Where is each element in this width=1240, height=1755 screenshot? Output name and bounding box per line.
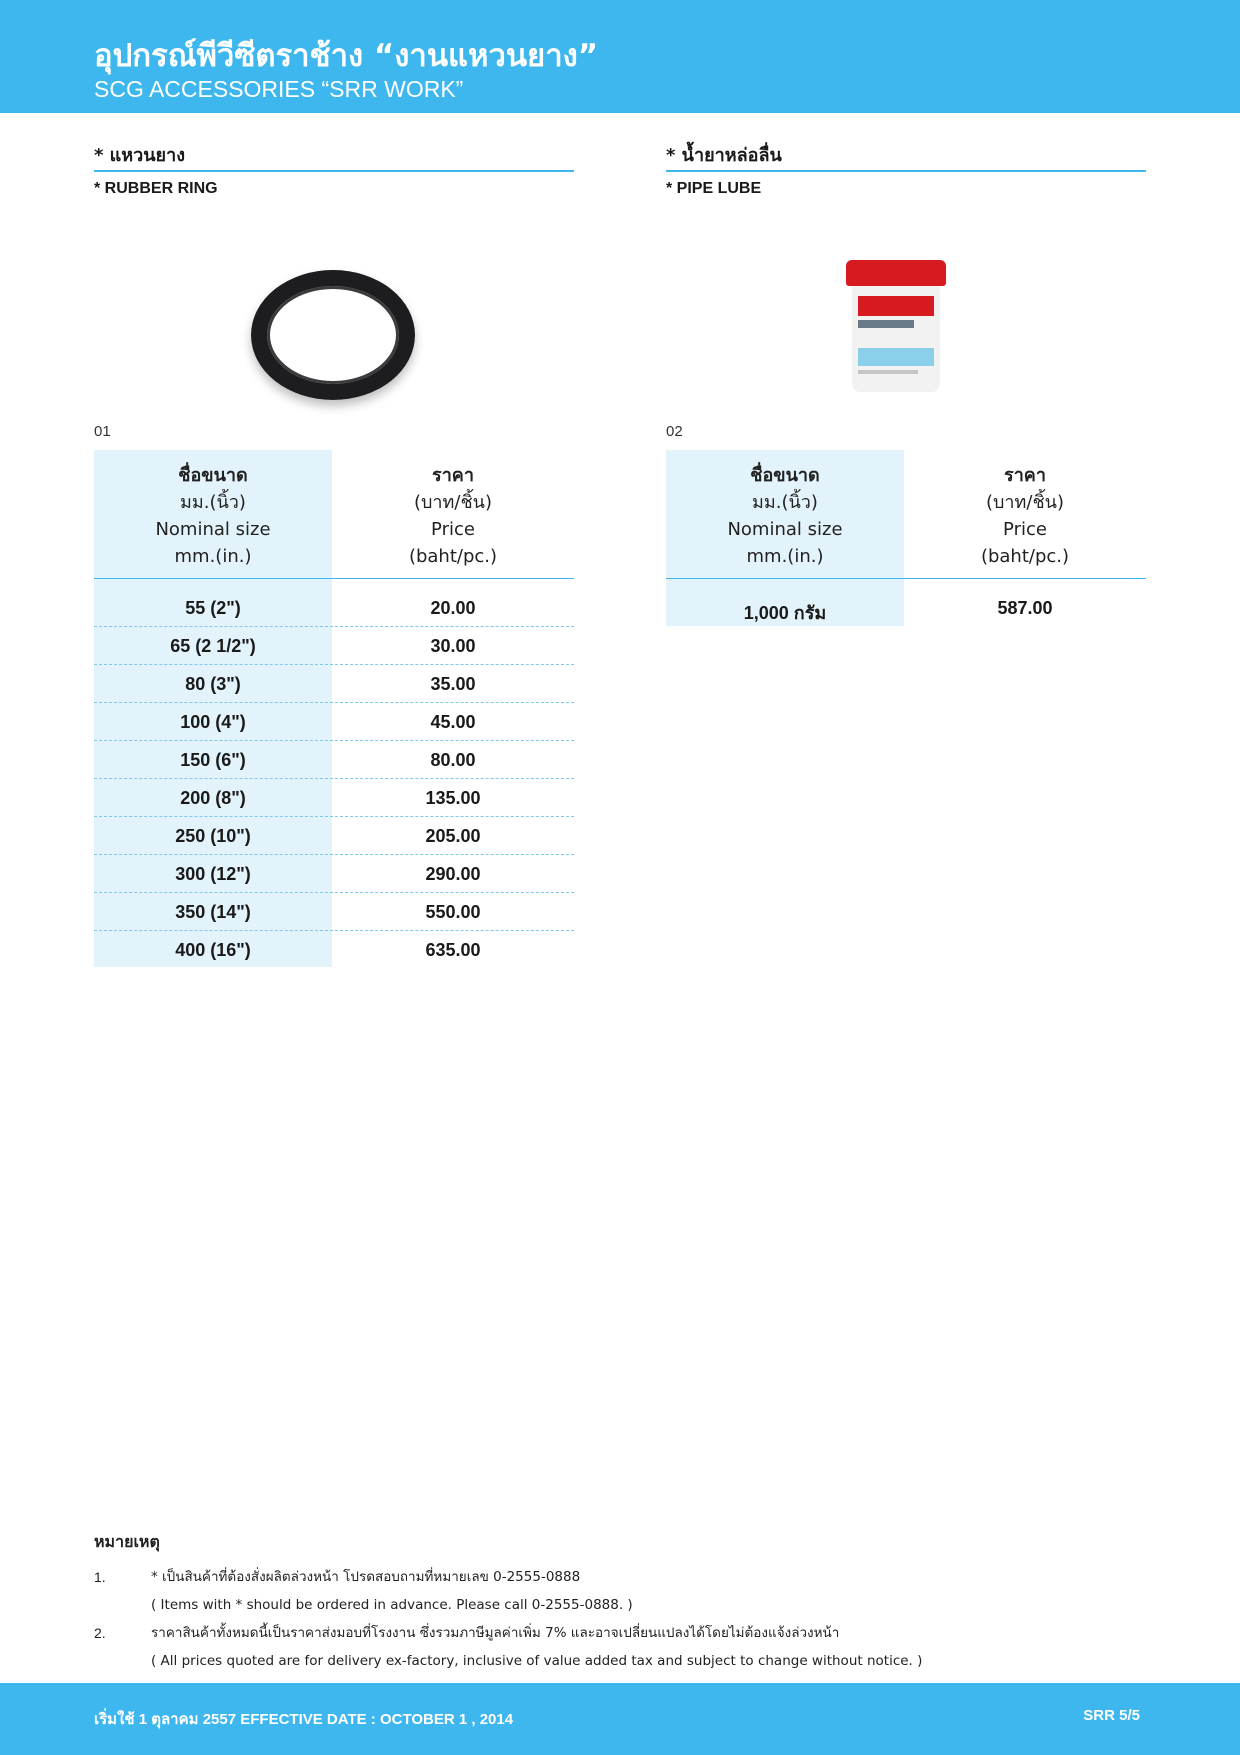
note-text-thai: ราคาสินค้าทั้งหมดนี้เป็นราคาส่งมอบที่โรงงาน ซึ่งรวมภาษีมูลค่าเพิ่ม 7% และอาจเปลี่ยนแปลงได้โดยไม่ต้องแจ้งล่วงหน้า [151,1625,840,1641]
size-cell: 1,000 กรัม [743,603,827,623]
jar-label-band [858,370,918,374]
rubber-ring-image [251,270,415,400]
price-cell: 30.00 [430,636,476,656]
table-row [94,703,574,741]
page-header [0,0,1240,113]
note-line [94,1563,1154,1591]
notes-title: หมายเหตุ [94,1532,160,1551]
section-title-english: * RUBBER RING [94,180,218,197]
table-header [94,450,574,579]
table-row [94,817,574,855]
size-cell: 400 (16") [175,940,251,960]
size-cell: 55 (2") [185,598,241,618]
note-line [94,1619,1154,1647]
table-row [94,855,574,893]
table-header [666,450,1146,579]
header-size: ชื่อขนาด มม.(นิ้ว) Nominal size mm.(in.) [155,465,271,567]
page-title-english: SCG ACCESSORIES “SRR WORK” [94,76,464,102]
size-cell: 250 (10") [175,826,251,846]
jar-lid [846,260,946,286]
table-row [94,779,574,817]
pipe-lube-jar-image [846,260,946,398]
table-row [666,589,1146,626]
price-cell: 35.00 [430,674,476,694]
size-cell: 350 (14") [175,902,251,922]
section-title-thai: * แหวนยาง [94,142,574,172]
price-table [666,450,1146,626]
table-row [94,893,574,931]
product-image-area [94,198,574,440]
size-cell: 65 (2 1/2") [170,636,256,656]
price-cell: 205.00 [425,826,481,846]
header-price: ราคา (บาท/ชิ้น) Price (baht/pc.) [408,465,498,567]
price-cell: 587.00 [997,598,1053,618]
price-table [94,450,574,968]
size-cell: 300 (12") [175,864,251,884]
effective-date: เริ่มใช้ 1 ตุลาคม 2557 EFFECTIVE DATE : OCTOBER 1 , 2014 [94,1711,514,1728]
page-footer [0,1683,1240,1755]
table-row [94,665,574,703]
jar-brand-label [858,296,934,316]
jar-body [852,286,940,392]
product-image-area [666,198,1146,440]
table-row [94,931,574,968]
note-line [94,1647,1154,1675]
table-body [94,579,574,968]
table-row [94,589,574,627]
note-number: 1. [94,1569,106,1585]
note-line [94,1591,1154,1619]
price-cell: 290.00 [425,864,481,884]
price-cell: 635.00 [425,940,481,960]
size-cell: 200 (8") [180,788,246,808]
section-rubber-ring [94,142,574,968]
section-title-english: * PIPE LUBE [666,180,762,197]
notes-section [94,1530,1154,1675]
size-cell: 80 (3") [185,674,241,694]
price-cell: 80.00 [430,750,476,770]
note-text-english: ( All prices quoted are for delivery ex-factory, inclusive of value added tax and subject to change without notice. ) [151,1653,923,1669]
table-row [94,627,574,665]
header-size: ชื่อขนาด มม.(นิ้ว) Nominal size mm.(in.) [727,465,843,567]
header-price: ราคา (บาท/ชิ้น) Price (baht/pc.) [980,465,1070,567]
section-title-thai: * น้ำยาหล่อลื่น [666,142,1146,172]
note-number: 2. [94,1625,106,1641]
section-pipe-lube [666,142,1146,626]
note-text-english: ( Items with * should be ordered in advance. Please call 0-2555-0888. ) [151,1597,633,1613]
size-cell: 100 (4") [180,712,246,732]
item-number: 01 [94,423,111,440]
size-cell: 150 (6") [180,750,246,770]
price-cell: 135.00 [425,788,481,808]
jar-label-band [858,348,934,366]
jar-label-band [858,320,914,328]
page-title-thai: อุปกรณ์พีวีซีตราช้าง “งานแหวนยาง” [94,38,599,74]
price-cell: 45.00 [430,712,476,732]
page-number: SRR 5/5 [1083,1707,1140,1724]
price-cell: 550.00 [425,902,481,922]
item-number: 02 [666,423,683,440]
table-row [94,741,574,779]
note-text-thai: * เป็นสินค้าที่ต้องสั่งผลิตล่วงหน้า โปรดสอบถามที่หมายเลข 0-2555-0888 [151,1569,581,1585]
price-cell: 20.00 [430,598,476,618]
